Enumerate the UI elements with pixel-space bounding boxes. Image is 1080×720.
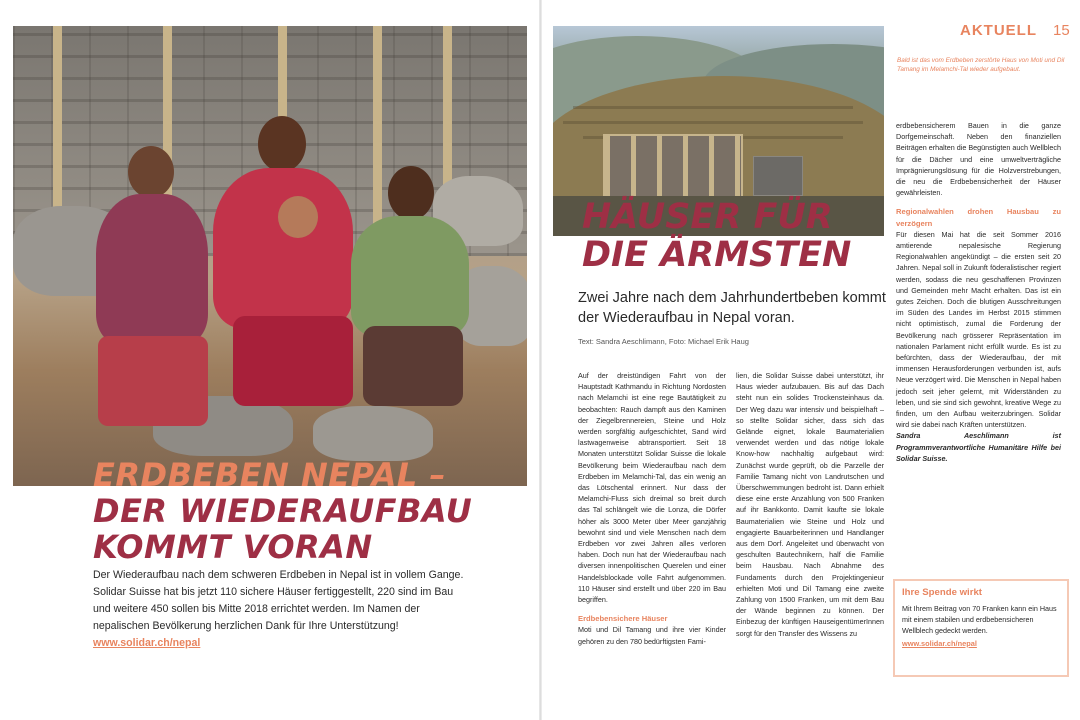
photo-family-on-rubble <box>13 26 527 486</box>
donation-box <box>893 579 1069 677</box>
column-3-text-2: Für diesen Mai hat die seit Sommer 2016 amtierende nepalesische Regierung Regionalwahlen angekündigt – die ersten seit 20 Jahren. Nepal soll in Zukunft föderalistischer regiert werden, sodass die neu geschaffenen Provinzen und Gemeinden mehr Macht erhalten. Das ist ein gutes Zeichen. Doch die blutigen Ausschreitungen im Süden des Landes im Herbst 2015 stimmen nicht optimistisch, zumal die Forderung der Bevölkerung nach grösserer Repräsentation im nationalen Parlament nicht erfüllt wurde. Es ist zu befürchten, dass der Wiederaufbau, der mit immensen Herausforderungen verbunden ist, aufs Neue verzögert wird. Die Menschen in Nepal haben jedoch seit jeher gelernt, mit Widerständen zu leben, und sie sind sich gewohnt, kreative Wege zu finden, um den Aufbau weiterzubringen. Solidar wird sie dabei nach Kräften unterstützen. <box>896 229 1061 430</box>
column-3-text: erdbebensicherem Bauen in die ganze Dorfgemeinschaft. Neben den finanziellen Beiträgen erhalten die Begünstigten auch Wellblech für die Dächer und eine umweltverträgliche Imprägnierungslösung für die Holzverstrebungen, die neu die Erdbebensicherheit der Häuser gewährleisten. <box>896 121 1061 198</box>
article-column-2 <box>736 370 884 639</box>
author-note: Sandra Aeschlimann ist Programmverantwortliche Humanitäre Hilfe bei Solidar Suisse. <box>896 431 1061 463</box>
intro-text: Der Wiederaufbau nach dem schweren Erdbeben in Nepal ist in vollem Gange. Solidar Suisse hat bis jetzt 110 sichere Häuser fertiggestellt, 220 sind im Bau und weitere 450 sollen bis Mitte 2018 errichtet werden. Im Namen der nepalischen Bevölkerung herzlichen Dank für Ihre Unterstützung! <box>93 569 464 632</box>
photo-caption: Bald ist das vom Erdbeben zerstörte Haus von Moti und Dil Tamang im Melamchi-Tal wieder aufgebaut. <box>897 57 1065 73</box>
headline-right-line-2: DIE ÄRMSTEN <box>582 235 852 275</box>
subheading-regionalwahlen: Regionalwahlen drohen Hausbau zu verzögern <box>896 207 1061 228</box>
house-roof <box>753 156 803 196</box>
headline-left-line-2: DER WIEDERAUFBAU <box>93 492 473 530</box>
article-column-1 <box>578 370 726 647</box>
column-2-text: lien, die Solidar Suisse dabei unterstützt, ihr Haus wieder aufzubauen. Bis auf das Dach steht nun ein solides Trockensteinhaus da. Der Weg dazu war intensiv und beispielhaft – so stellte Solidar sicher, dass sich das Gelände eignet, lokale Baumaterialien verwendet werden und das nötige lokale Know-how nachhaltig aufgebaut wird: Zunächst wurde geprüft, ob die Parzelle der Familie Tamang nicht von Landrutschen und Überschwemmungen bedroht ist. Dann erhielt diese eine erste Anzahlung von 500 Franken auf ihr Bankkonto. Damit kaufte sie lokale Baumaterialien wie Steine und Holz und engagierte Bauarbeiterinnen und Handlanger aus dem Dorf. Angeleitet und überwacht von geschulten Bautechnikern, half die Familie beim Hausbau. Nach Abnahme des Fundaments durch den Projektingenieur erhielten Moti und Dil Tamang eine zweite Zahlung von 1500 Franken, um mit dem Bau der Wände beginnen zu können. Der Einbezug der künftigen HauseigentümerInnen sorgt für den Transfer des Wissens zu <box>736 371 884 638</box>
intro-paragraph <box>93 567 473 652</box>
page-gutter <box>539 0 542 720</box>
page-number: 15 <box>1053 22 1070 39</box>
person-woman-with-baby <box>203 116 363 436</box>
headline-right-line-1: HÄUSER FÜR <box>582 197 833 237</box>
person-older-woman <box>88 146 218 466</box>
subheadline: Zwei Jahre nach dem Jahrhundertbeben kommt der Wiederaufbau in Nepal voran. <box>578 290 886 326</box>
person-young-man <box>343 166 473 456</box>
column-1-text-2: Moti und Dil Tamang und ihre vier Kinder gehören zu den 780 bedürftigsten Fami- <box>578 625 726 646</box>
donation-title: Ihre Spende wirkt <box>902 587 982 598</box>
baby <box>278 196 318 238</box>
house-frame <box>603 134 743 204</box>
donation-link[interactable]: www.solidar.ch/nepal <box>902 639 977 648</box>
article-column-3 <box>896 120 1061 464</box>
solidar-nepal-link[interactable]: www.solidar.ch/nepal <box>93 637 201 649</box>
headline-right <box>582 198 902 274</box>
author-credit: Text: Sandra Aeschlimann, Foto: Michael Erik Haug <box>578 337 749 346</box>
donation-text: Mit Ihrem Beitrag von 70 Franken kann ein Haus mit einem stabilen und erdbebensicheren Wellblech gedeckt werden. <box>902 604 1057 635</box>
headline-left <box>93 457 523 565</box>
headline-left-line-1: ERDBEBEN NEPAL – <box>93 456 446 494</box>
subheading-erdbebensichere-haeuser: Erdbebensichere Häuser <box>578 614 668 624</box>
column-1-text: Auf der dreistündigen Fahrt von der Hauptstadt Kathmandu in Richtung Nordosten nach Melamchi ist eine rege Bautätigkeit zu beobachten: Rauch dampft aus den Kaminen der Ziegelbrennereien, Steine und Holz werden sorgfältig aufgeschichtet, Sand wird lastwagenweise abtransportiert. Seit 18 Monaten unterstützt Solidar Suisse die lokale Bevölkerung beim Wiederaufbau nach dem Erdbeben im Melamchi-Tal, das ein wenig an das Lötschental erinnert. Nur dass der Melamchi-Fluss sich dreimal so breit durch das Tal schlängelt wie die Lonza, die Dörfer höher als 3000 Meter über Meer ganzjährig bewohnt sind und viele Menschen nach dem Erdbeben vor zwei Jahren alles verloren haben. Doch nun hat der Wiederaufbau nach diversen innenpolitischen Querelen und einer Handelsblockade volle Fahrt aufgenommen. 110 Häuser sind erstellt und über 220 im Bau begriffen. <box>578 371 726 605</box>
section-label: AKTUELL <box>960 22 1037 39</box>
headline-left-line-3: KOMMT VORAN <box>93 528 373 566</box>
